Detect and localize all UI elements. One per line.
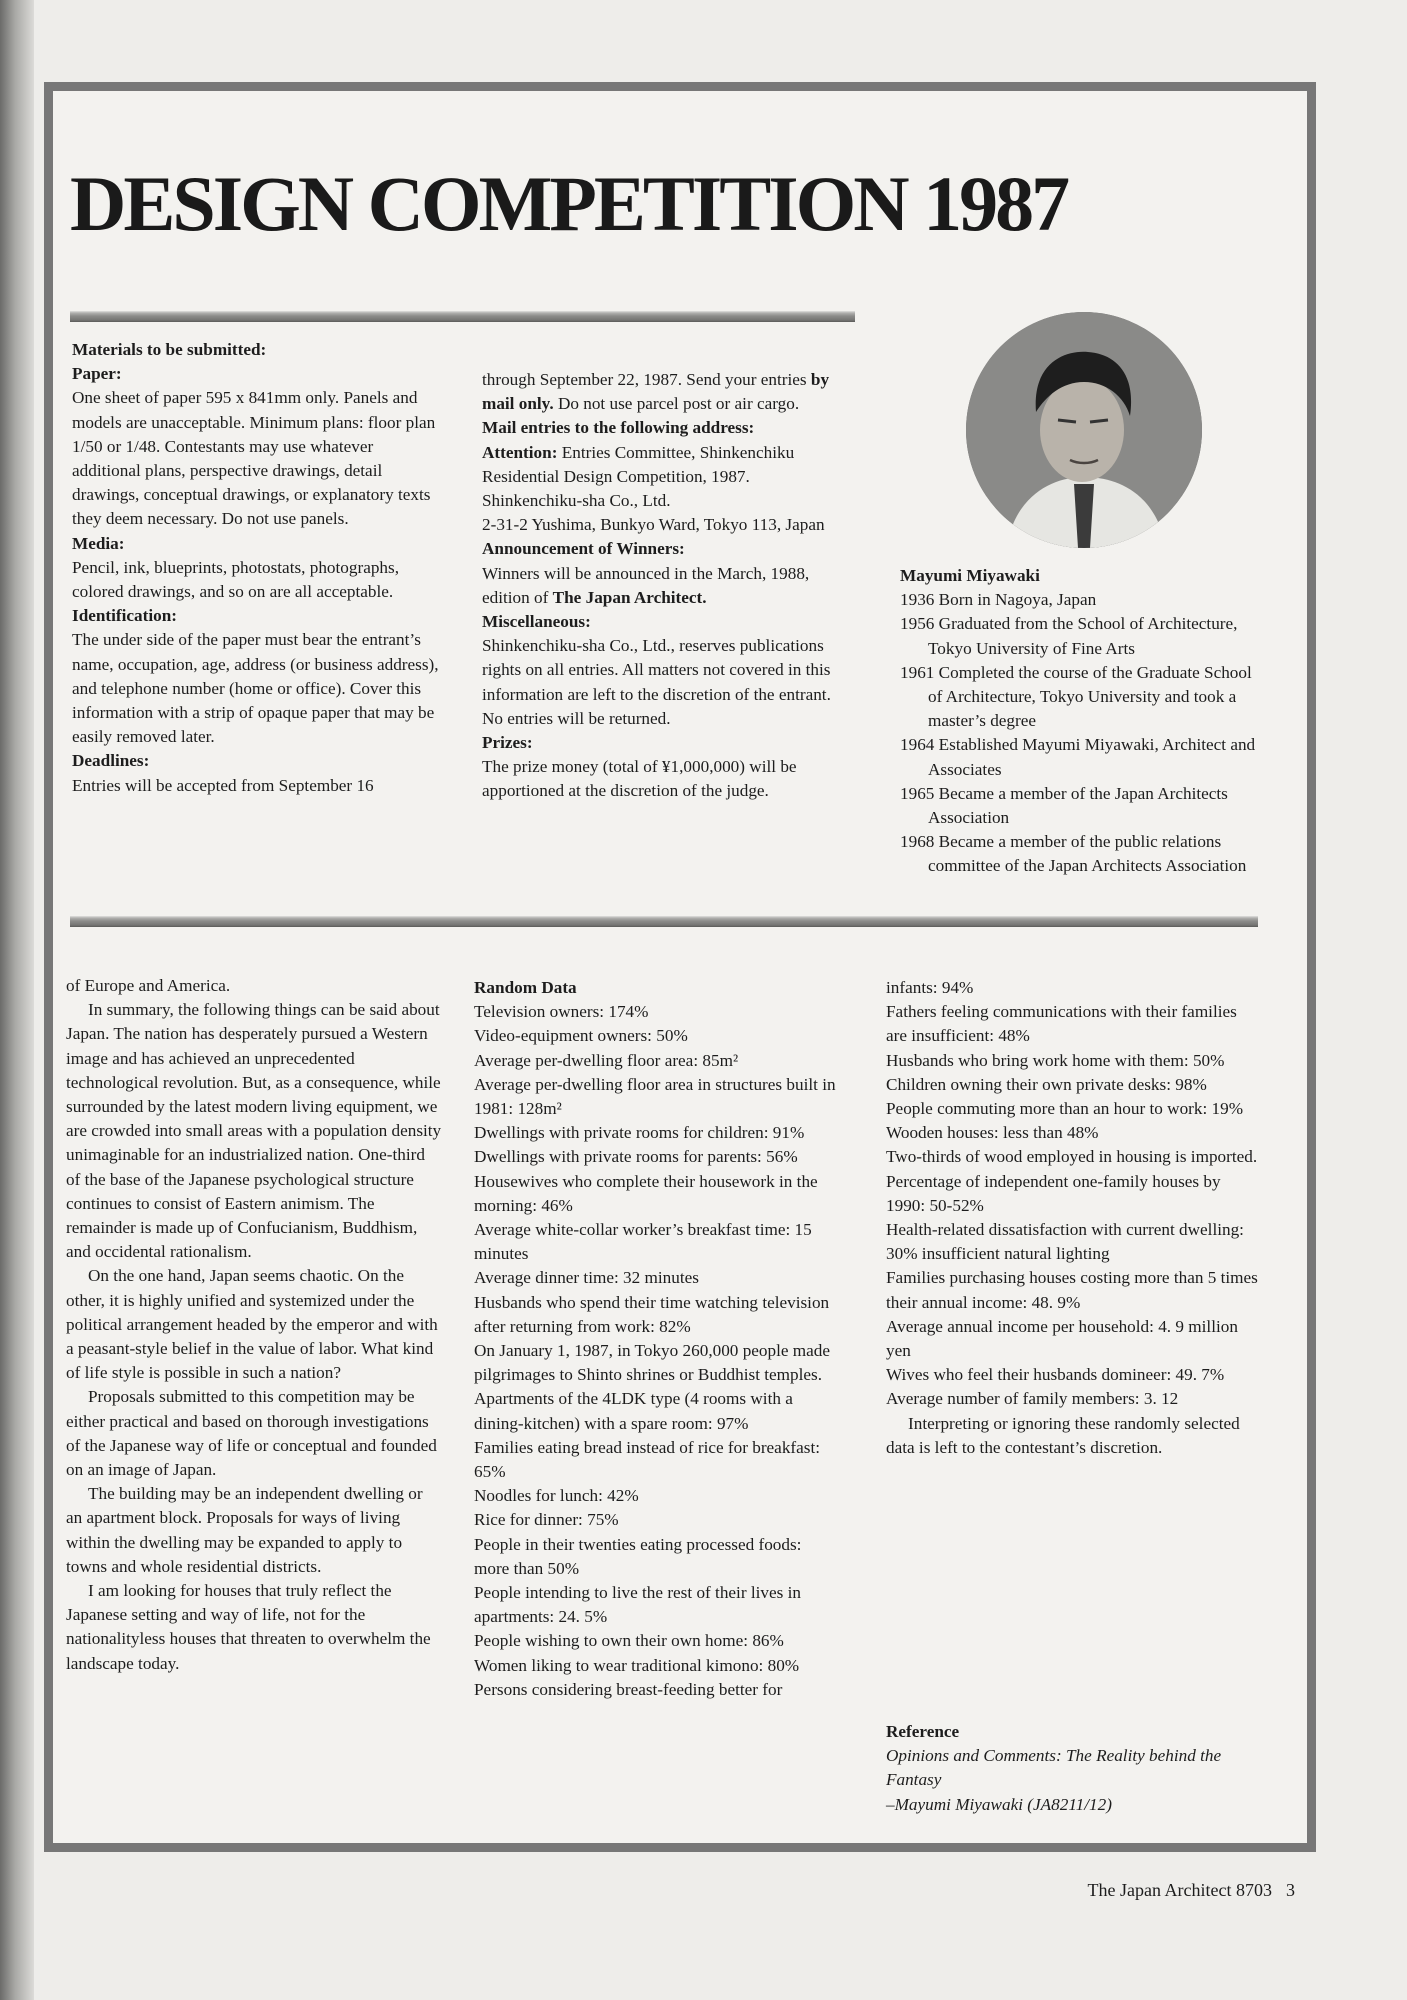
attention-line: Attention: Entries Committee, Shinkenchiku Residential Design Competition, 1987.	[482, 442, 795, 486]
bio-entry: 1936 Born in Nagoya, Japan	[900, 590, 1097, 610]
requirements-column-1	[72, 338, 444, 798]
mail-heading: Mail entries to the following address:	[482, 418, 755, 438]
announcement-heading: Announcement of Winners:	[482, 539, 685, 559]
data-item: Average per-dwelling floor area: 85m²	[474, 1050, 739, 1070]
data-item: Dwellings with private rooms for children: 91%	[474, 1123, 805, 1143]
data-item: Persons considering breast-feeding better for	[474, 1679, 783, 1699]
data-item: Two-thirds of wood employed in housing is imported.	[886, 1147, 1258, 1167]
data-item: Percentage of independent one-family houses by 1990: 50-52%	[886, 1171, 1221, 1215]
address-line-1: Shinkenchiku-sha Co., Ltd.	[482, 491, 671, 511]
identification-text: The under side of the paper must bear the entrant’s name, occupation, age, address (or business address), and telephone number (home or office). Cover this information with a strip of opaque paper that may be easily removed later.	[72, 630, 439, 747]
bio-entry: 1956 Graduated from the School of Architecture, Tokyo University of Fine Arts	[900, 614, 1238, 658]
essay-paragraph: The building may be an independent dwelling or an apartment block. Proposals for ways of living within the dwelling may be expanded to apply to towns and whole residential districts.	[66, 1484, 423, 1576]
data-item: Average number of family members: 3. 12	[886, 1389, 1179, 1409]
journal-name: The Japan Architect 8703	[1087, 1880, 1272, 1900]
data-item: Families purchasing houses costing more than 5 times their annual income: 48. 9%	[886, 1268, 1258, 1312]
page-number: 3	[1286, 1880, 1295, 1900]
paper-text: One sheet of paper 595 x 841mm only. Panels and models are unacceptable. Minimum plans: floor plan 1/50 or 1/48. Contestants may use whatever additional plans, perspective drawings, detail drawings, conceptual drawings, or explanatory texts they deem necessary. Do not use panels.	[72, 388, 436, 529]
data-item: Video-equipment owners: 50%	[474, 1026, 688, 1046]
data-item: Husbands who spend their time watching television after returning from work: 82%	[474, 1292, 830, 1336]
prizes-heading: Prizes:	[482, 733, 533, 753]
bio-name: Mayumi Miyawaki	[900, 566, 1040, 585]
essay-paragraph: On the one hand, Japan seems chaotic. On the other, it is highly unified and systemized under the political arrangement headed by the emperor and with a peasant-style belief in the value of labor. What kind of life style is possible in such a nation?	[66, 1266, 438, 1383]
data-item: Apartments of the 4LDK type (4 rooms with a dining-kitchen) with a spare room: 97%	[474, 1389, 793, 1433]
data-item: Women liking to wear traditional kimono: 80%	[474, 1655, 800, 1675]
essay-paragraph: Proposals submitted to this competition may be either practical and based on thorough investigations of the Japanese way of life or conceptual and founded on an image of Japan.	[66, 1387, 437, 1480]
random-data-closing: Interpreting or ignoring these randomly selected data is left to the contestant’s discretion.	[886, 1413, 1240, 1457]
data-item: Housewives who complete their housework in the morning: 46%	[474, 1171, 818, 1215]
data-item: Rice for dinner: 75%	[474, 1510, 619, 1530]
title-rule	[70, 311, 855, 322]
bio-entry: 1961 Completed the course of the Graduate School of Architecture, Tokyo University and took a master’s degree	[900, 662, 1252, 731]
page-footer	[1088, 1880, 1295, 1901]
data-item: People in their twenties eating processed foods: more than 50%	[474, 1534, 802, 1578]
data-item: People intending to live the rest of their lives in apartments: 24. 5%	[474, 1583, 801, 1627]
requirements-column-2	[482, 368, 844, 804]
data-item: Fathers feeling communications with their families are insufficient: 48%	[886, 1002, 1237, 1046]
address-line-2: 2-31-2 Yushima, Bunkyo Ward, Tokyo 113, Japan	[482, 515, 825, 535]
reference-author: –Mayumi Miyawaki (JA8211/12)	[886, 1794, 1112, 1814]
essay-paragraph: In summary, the following things can be said about Japan. The nation has desperately pursued a Western image and has achieved an unprecedented technological revolution. But, as a consequence, while surrounded by the latest modern living equipment, we are crowded into small areas with a population density unimaginable for an industrialized nation. One-third of the base of the Japanese psychological structure continues to consist of Eastern animism. The remainder is made up of Confucianism, Buddhism, and occidental rationalism.	[66, 1000, 442, 1262]
data-item: Wives who feel their husbands domineer: 49. 7%	[886, 1365, 1225, 1385]
identification-heading: Identification:	[72, 606, 178, 626]
data-item: Average annual income per household: 4. 9 million yen	[886, 1316, 1238, 1361]
data-item: Husbands who bring work home with them: 50%	[886, 1050, 1225, 1070]
reference-heading: Reference	[886, 1722, 960, 1741]
data-item: Average white-collar worker’s breakfast time: 15 minutes	[474, 1220, 812, 1264]
data-item: Average per-dwelling floor area in structures built in 1981: 128m²	[474, 1074, 836, 1119]
misc-text: Shinkenchiku-sha Co., Ltd., reserves publications rights on all entries. All matters not covered in this information are left to the discretion of the entrant. No entries will be returned.	[482, 636, 831, 728]
portrait-photo	[966, 312, 1202, 548]
deadlines-text: Entries will be accepted from September 16	[72, 775, 374, 795]
essay-paragraph: of Europe and America.	[66, 976, 231, 995]
data-item: Families eating bread instead of rice for breakfast: 65%	[474, 1437, 820, 1482]
data-item: infants: 94%	[886, 978, 974, 997]
essay-column	[66, 974, 442, 1676]
materials-heading: Materials to be submitted:	[72, 340, 267, 359]
data-item: People commuting more than an hour to work: 19%	[886, 1099, 1244, 1119]
prizes-text: The prize money (total of ¥1,000,000) will be apportioned at the discretion of the judge.	[482, 757, 797, 801]
data-item: Children owning their own private desks: 98%	[886, 1074, 1207, 1094]
data-item: Health-related dissatisfaction with current dwelling: 30% insufficient natural lighting	[886, 1220, 1244, 1264]
bio-entry: 1964 Established Mayumi Miyawaki, Architect and Associates	[900, 735, 1256, 779]
random-data-heading: Random Data	[474, 978, 577, 997]
media-heading: Media:	[72, 533, 125, 553]
portrait-illustration	[966, 312, 1202, 548]
deadlines-heading: Deadlines:	[72, 751, 150, 771]
data-item: Noodles for lunch: 42%	[474, 1486, 639, 1506]
binding-shadow	[0, 0, 34, 2000]
page-title: DESIGN COMPETITION 1987	[70, 160, 1068, 247]
biography	[900, 564, 1260, 879]
section-rule	[70, 916, 1258, 927]
data-item: People wishing to own their own home: 86%	[474, 1631, 784, 1651]
bio-entry: 1968 Became a member of the public relations committee of the Japan Architects Association	[900, 832, 1247, 876]
data-item: Dwellings with private rooms for parents: 56%	[474, 1147, 798, 1167]
deadlines-continued: through September 22, 1987. Send your entries by mail only. Do not use parcel post or air cargo.	[482, 370, 830, 414]
misc-heading: Miscellaneous:	[482, 612, 591, 632]
data-item: Wooden houses: less than 48%	[886, 1123, 1099, 1143]
essay-paragraph: I am looking for houses that truly reflect the Japanese setting and way of life, not for the nationalityless houses that threaten to overwhelm the landscape today.	[66, 1581, 431, 1673]
reference-title: Opinions and Comments: The Reality behind the Fantasy	[886, 1746, 1222, 1790]
data-item: On January 1, 1987, in Tokyo 260,000 people made pilgrimages to Shinto shrines or Buddhist temples.	[474, 1341, 831, 1385]
media-text: Pencil, ink, blueprints, photostats, photographs, colored drawings, and so on are all acceptable.	[72, 557, 400, 602]
data-item: Television owners: 174%	[474, 1002, 649, 1022]
random-data-column-2	[886, 976, 1262, 1460]
announcement-text: Winners will be announced in the March, 1988, edition of The Japan Architect.	[482, 563, 810, 607]
paper-heading: Paper:	[72, 364, 122, 384]
random-data-column-1	[474, 976, 838, 1702]
data-item: Average dinner time: 32 minutes	[474, 1268, 699, 1288]
bio-entry: 1965 Became a member of the Japan Architects Association	[900, 783, 1228, 828]
reference-block	[886, 1720, 1262, 1817]
